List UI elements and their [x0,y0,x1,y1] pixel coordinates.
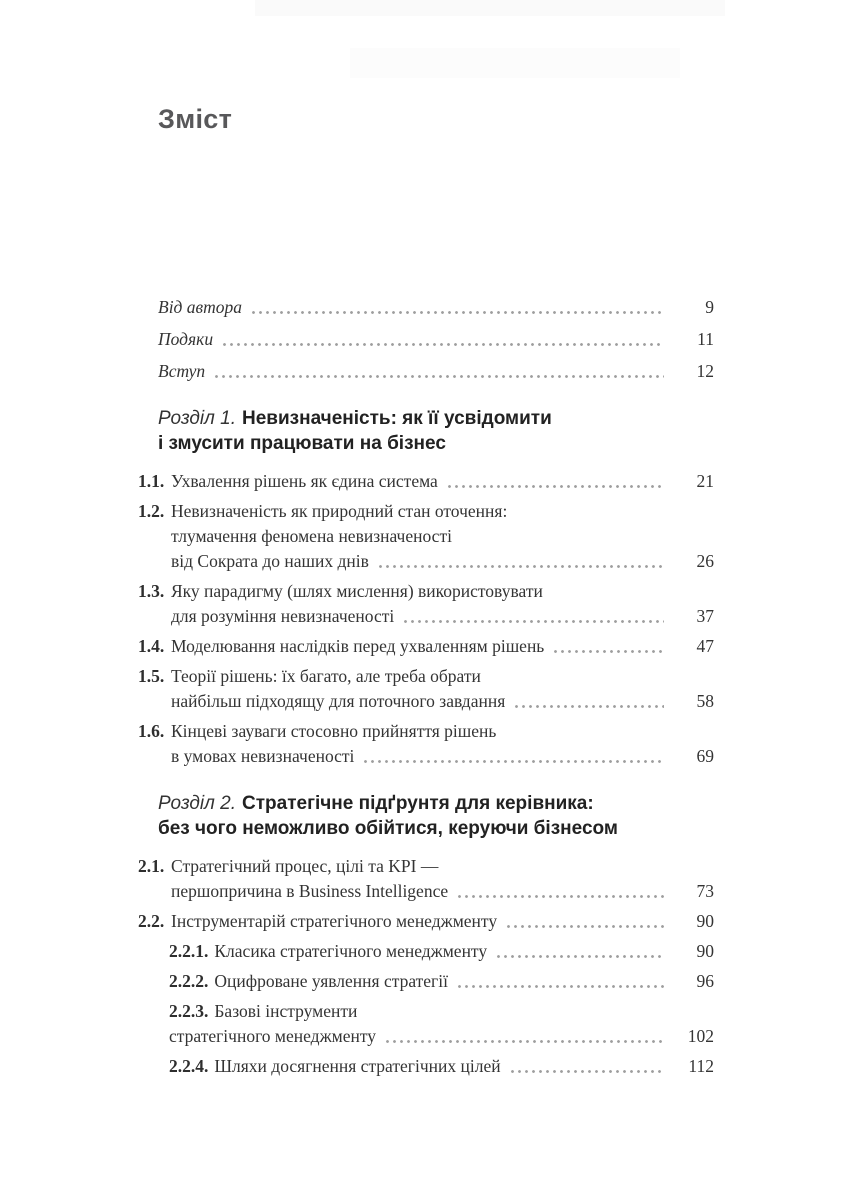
entry-text [171,854,670,904]
toc-entry [138,634,714,659]
section-title: і змусити працювати на бізнес [158,433,446,454]
page-number: 9 [705,297,714,317]
entry-number: 2.2. [138,911,165,931]
entry-line [171,664,670,689]
entry-line [169,1054,670,1079]
entry-line [171,879,670,904]
section-heading [158,791,714,841]
section-heading-line [158,816,714,841]
entry-text [171,664,670,714]
entry-line-text: для розуміння невизначеності [171,606,395,626]
toc-entry [138,719,714,769]
entry-line [171,719,670,744]
entry-line-text: найбільш підходящу для поточного завдання [171,691,506,711]
entry-line-text: Інструментарій стратегічного менеджменту [171,911,498,931]
dot-leader [364,760,664,763]
entry-line [171,469,670,494]
entry-line-text: Класика стратегічного менеджменту [214,941,488,961]
entry-line-text: в умовах невизначеності [171,746,355,766]
entry-line [171,909,670,934]
toc-entry [138,664,714,714]
toc-front-row [158,359,714,384]
dot-leader [511,1070,664,1073]
entry-line-text: Теорії рішень: їх багато, але треба обрати [171,666,481,686]
entry-text [171,499,670,574]
entry-text [171,634,670,659]
dot-leader [448,485,664,488]
entry-number: 1.5. [138,666,165,686]
dot-leader [252,311,664,314]
entry-line-text: тлумачення феномена невизначеності [171,526,452,546]
entry-line [171,524,670,549]
entry-line [171,549,670,574]
entry-line-text: Ухвалення рішень як єдина система [171,471,438,491]
toc-section [138,406,714,769]
dot-leader [554,650,664,653]
entry-line [169,969,670,994]
entry-line-text: стратегічного менеджменту [169,1026,377,1046]
toc-entry [138,499,714,574]
page-number: 37 [696,606,714,626]
entry-number: 2.1. [138,856,165,876]
dot-leader [215,375,664,378]
section-heading [158,406,714,456]
toc-item-title: Подяки [158,329,214,349]
entry-number: 2.2.4. [169,1056,209,1076]
page-number: 96 [696,971,714,991]
toc-entry [138,999,714,1049]
entry-text [169,939,670,964]
section-label: Розділ 1. [158,408,236,429]
entry-text [169,999,670,1049]
entry-number: 1.1. [138,471,165,491]
section-title: без чого неможливо обійтися, керуючи бізнесом [158,818,618,839]
page-number: 47 [696,636,714,656]
toc-entry [138,579,714,629]
dot-leader [404,620,664,623]
toc-item-title: Вступ [158,361,206,381]
entry-number: 1.4. [138,636,165,656]
entry-line [169,999,670,1024]
page-number: 102 [687,1026,714,1046]
page-number: 58 [696,691,714,711]
entry-line-text: від Сократа до наших днів [171,551,369,571]
page-number: 90 [696,941,714,961]
entry-number: 1.6. [138,721,165,741]
entry-line [171,744,670,769]
entry-line [171,579,670,604]
entry-line-text: Моделювання наслідків перед ухваленням рішень [171,636,545,656]
page-number: 26 [696,551,714,571]
toc-entry [138,969,714,994]
dot-leader [223,343,664,346]
dot-leader [507,925,664,928]
page-number: 73 [696,881,714,901]
toc-front-row [158,327,714,352]
entry-line [171,499,670,524]
toc-front-row [158,295,714,320]
entry-text [171,909,670,934]
dot-leader [386,1040,664,1043]
page-number: 90 [696,911,714,931]
entry-number: 2.2.1. [169,941,209,961]
section-title: Стратегічне підґрунтя для керівника: [242,793,594,814]
toc-entry [138,1054,714,1079]
dot-leader [458,985,664,988]
entry-text [171,579,670,629]
page-number: 21 [696,471,714,491]
entry-line-text: Яку парадигму (шлях мислення) використовувати [171,581,543,601]
page-number: 12 [696,361,714,381]
entry-line-text: Невизначеність як природний стан оточення: [171,501,508,521]
toc-entry [138,939,714,964]
toc-section [138,791,714,1079]
entry-line [171,689,670,714]
dot-leader [379,565,664,568]
entry-line [171,634,670,659]
front-matter-list [158,295,714,384]
entry-number: 2.2.3. [169,1001,209,1021]
toc-entry [138,469,714,494]
section-heading-line [158,431,714,456]
dot-leader [458,895,664,898]
entry-line-text: першопричина в Business Intelligence [171,881,449,901]
entry-line [169,939,670,964]
section-heading-line [158,406,714,431]
toc-entry [138,854,714,904]
section-title: Невизначеність: як її усвідомити [242,408,552,429]
entry-text [169,969,670,994]
section-heading-line [158,791,714,816]
page-number: 69 [696,746,714,766]
entry-number: 1.2. [138,501,165,521]
sections-container [138,406,714,1079]
entry-text [171,719,670,769]
toc-content [138,0,714,1084]
entry-number: 2.2.2. [169,971,209,991]
page-number: 112 [688,1056,714,1076]
entry-line-text: Оцифроване уявлення стратегії [214,971,448,991]
entry-line-text: Кінцеві зауваги стосовно прийняття рішень [171,721,497,741]
dot-leader [515,705,664,708]
entry-line [169,1024,670,1049]
entry-line-text: Шляхи досягнення стратегічних цілей [214,1056,501,1076]
section-label: Розділ 2. [158,793,236,814]
toc-entry [138,909,714,934]
entry-text [169,1054,670,1079]
toc-item-title: Від автора [158,297,243,317]
entry-line-text: Базові інструменти [214,1001,358,1021]
entry-text [171,469,670,494]
page-title: Зміст [158,104,233,134]
entry-line-text: Стратегічний процес, цілі та KPI — [171,856,439,876]
entry-line [171,854,670,879]
entry-number: 1.3. [138,581,165,601]
page-number: 11 [697,329,714,349]
dot-leader [497,955,664,958]
entry-line [171,604,670,629]
